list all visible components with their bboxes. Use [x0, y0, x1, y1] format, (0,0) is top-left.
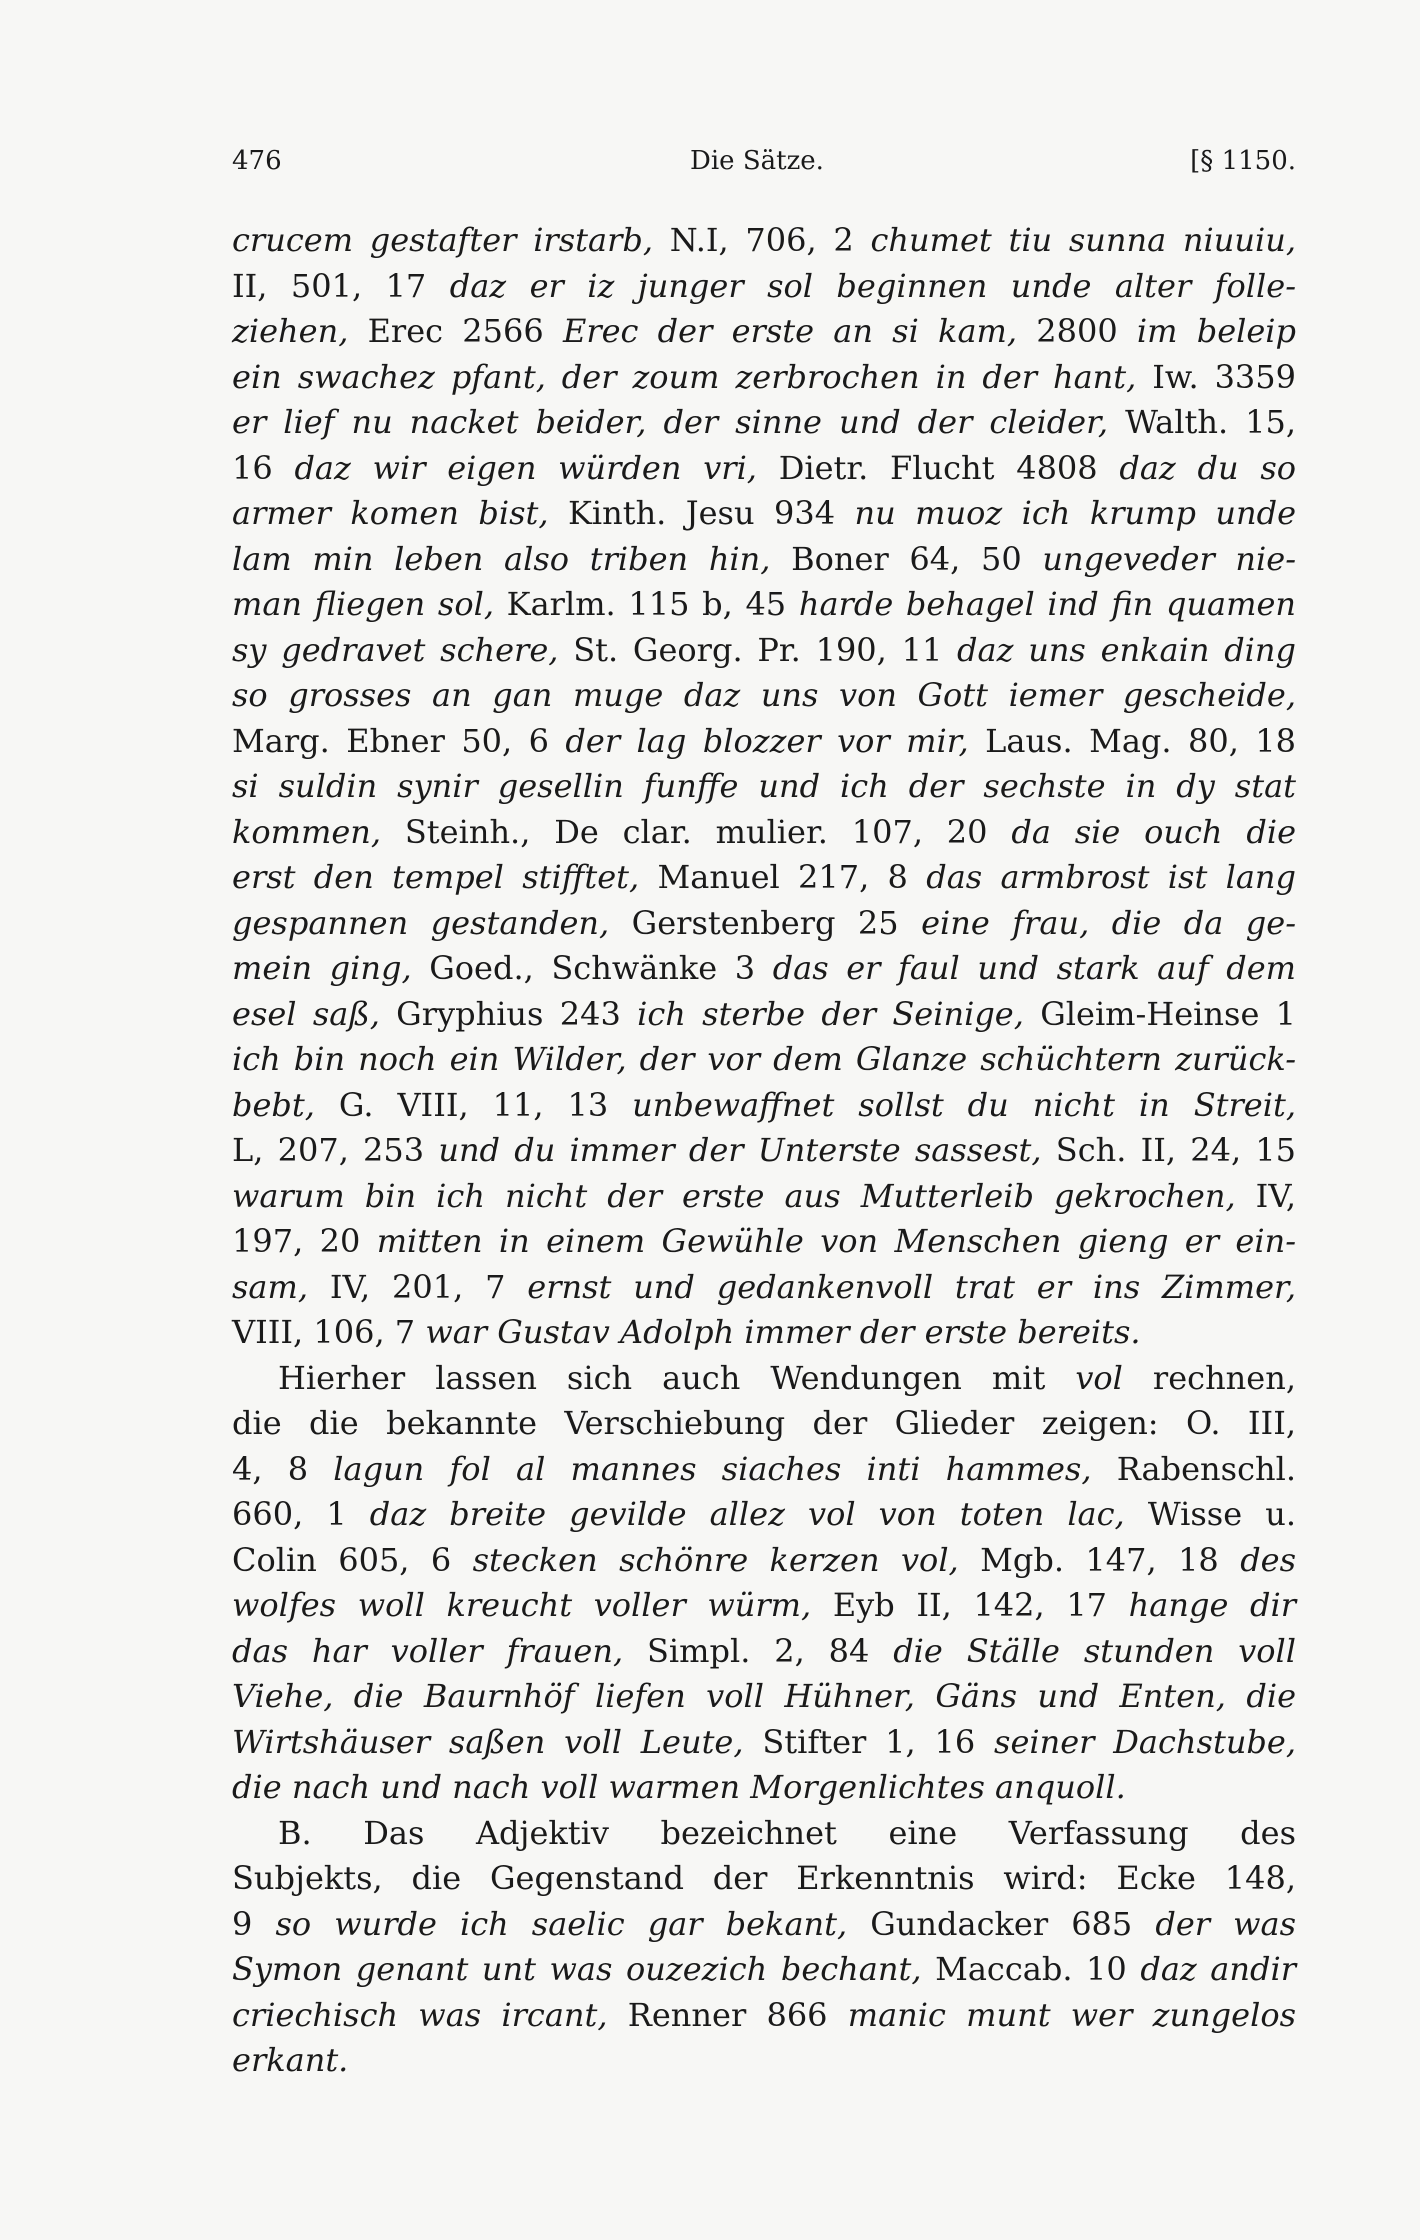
- text-line: [232, 2038, 1296, 2084]
- quoted-text: daz breite gevilde allez vol von toten lac,: [369, 1495, 1125, 1533]
- citation-text: Eyb II, 142, 17: [811, 1586, 1129, 1624]
- quoted-text: ungeveder nie-: [1042, 539, 1297, 578]
- text-line: [232, 810, 1296, 856]
- citation-text: VIII, 106, 7: [232, 1313, 426, 1351]
- citation-text: Mgb. 147, 18: [958, 1540, 1241, 1579]
- citation-text: Gundacker 685: [847, 1904, 1156, 1943]
- quoted-text: daz du so: [1119, 448, 1296, 487]
- quoted-text: daz wir eigen würden vri,: [294, 448, 757, 487]
- citation-text: Rabenschl.: [1091, 1449, 1297, 1488]
- quoted-text: des: [1240, 1540, 1297, 1579]
- text-line: [232, 1492, 1296, 1538]
- citation-text: Renner 866: [607, 1995, 848, 2034]
- citation-text: Marg. Ebner 50, 6: [232, 721, 566, 760]
- citation-text: Gryphius 243: [379, 994, 638, 1033]
- text-line: [232, 1674, 1296, 1720]
- citation-text: 660, 1: [232, 1495, 370, 1533]
- text-line: [232, 1447, 1296, 1493]
- text-line: [232, 1174, 1296, 1220]
- citation-text: 16: [232, 448, 295, 487]
- text-line: [232, 1993, 1296, 2039]
- quoted-text: warum bin ich nicht der erste aus Mutterleib gekrochen,: [232, 1176, 1236, 1215]
- quoted-text: Viehe, die Baurnhöf liefen voll Hühner, Gäns und Enten, die: [232, 1677, 1296, 1715]
- running-header: [232, 146, 1296, 186]
- quoted-text: im beleip: [1136, 312, 1297, 350]
- quoted-text: vol: [1075, 1358, 1123, 1397]
- citation-text: Erec 2566: [348, 312, 563, 350]
- citation-text: 2800: [1017, 312, 1137, 350]
- citation-text: Steinh., De clar. mulier. 107, 20: [381, 812, 1012, 851]
- citation-text: Dietr. Flucht 4808: [756, 448, 1120, 487]
- citation-text: St. Georg. Pr. 190, 11: [558, 630, 958, 669]
- text-line: [232, 1811, 1296, 1857]
- quoted-text: die Ställe stunden voll: [893, 1631, 1297, 1670]
- quoted-text: lam min leben also triben hin,: [232, 539, 771, 578]
- quoted-text: der lag blozzer vor mir,: [565, 721, 969, 760]
- quoted-text: mitten in einem Gewühle von Menschen gieng er ein-: [376, 1222, 1297, 1260]
- quoted-text: war Gustav Adolph immer der erste bereits.: [425, 1313, 1141, 1351]
- quoted-text: bebt,: [232, 1085, 315, 1124]
- text-line: [232, 537, 1296, 583]
- text-line: [232, 1128, 1296, 1174]
- citation-text: IV,: [1235, 1176, 1297, 1215]
- text-line: [232, 1401, 1296, 1447]
- citation-text: B. Das Adjektiv bezeichnet eine Verfassung des: [278, 1813, 1296, 1852]
- text-line: [232, 1765, 1296, 1811]
- quoted-text: armer komen bist,: [232, 494, 549, 532]
- quoted-text: der was: [1155, 1904, 1297, 1943]
- quoted-text: mein ging,: [232, 949, 412, 987]
- text-line: [232, 673, 1296, 719]
- quoted-text: si suldin synir gesellin funffe und ich der sechste in dy stat: [232, 767, 1296, 805]
- quoted-text: crucem gestafter irstarb,: [232, 221, 654, 259]
- citation-text: Gleim-Heinse 1: [1023, 994, 1297, 1033]
- quoted-text: daz er iz junger sol beginnen unde alter folle-: [449, 266, 1297, 305]
- citation-text: N.I, 706, 2: [653, 221, 871, 259]
- text-line: [232, 1083, 1296, 1129]
- quoted-text: unbewaffnet sollst du nicht in Streit,: [632, 1085, 1297, 1124]
- quoted-text: wolfes woll kreucht voller würm,: [232, 1586, 812, 1624]
- text-line: [232, 491, 1296, 537]
- quoted-text: da sie ouch die: [1011, 812, 1297, 851]
- text-line: [232, 855, 1296, 901]
- quoted-text: sy gedravet schere,: [232, 630, 559, 669]
- citation-text: Maccab. 10: [921, 1950, 1141, 1988]
- body-text: [232, 218, 1296, 2084]
- citation-text: Goed., Schwänke 3: [411, 949, 773, 987]
- quoted-text: das armbrost ist lang: [926, 858, 1297, 896]
- quoted-text: ich sterbe der Seinige,: [637, 994, 1024, 1033]
- quoted-text: so wurde ich saelic gar bekant,: [275, 1904, 848, 1943]
- text-line: [232, 1538, 1296, 1584]
- quoted-text: erkant.: [232, 2041, 349, 2079]
- citation-text: Iw. 3359: [1136, 357, 1297, 396]
- citation-text: 197, 20: [232, 1222, 377, 1260]
- citation-text: Laus. Mag. 80, 18: [968, 721, 1297, 760]
- text-line: [232, 1720, 1296, 1766]
- text-line: [232, 218, 1296, 264]
- page-number: 476: [232, 146, 282, 176]
- quoted-text: hange dir: [1128, 1586, 1297, 1624]
- text-line: [232, 764, 1296, 810]
- text-line: [232, 1856, 1296, 1902]
- text-line: [232, 355, 1296, 401]
- section-marker: [§ 1150.: [1190, 146, 1296, 176]
- quoted-text: so grosses an gan muge daz uns von Gott iemer gescheide,: [232, 676, 1296, 714]
- quoted-text: und du immer der Unterste sassest,: [438, 1131, 1042, 1169]
- text-line: [232, 1583, 1296, 1629]
- text-line: [232, 719, 1296, 765]
- quoted-text: seiner Dachstube,: [994, 1722, 1297, 1761]
- quoted-text: lagun fol al mannes siaches inti hammes,: [333, 1449, 1092, 1488]
- quoted-text: Wirtshäuser saßen voll Leute,: [232, 1722, 744, 1761]
- text-line: [232, 1265, 1296, 1311]
- text-line: [232, 582, 1296, 628]
- text-line: [232, 400, 1296, 446]
- quoted-text: stecken schönre kerzen vol,: [472, 1540, 959, 1579]
- citation-text: Simpl. 2, 84: [623, 1631, 894, 1670]
- citation-text: Colin 605, 6: [232, 1540, 473, 1579]
- quoted-text: sam,: [232, 1267, 309, 1306]
- citation-text: Kinth. Jesu 934: [548, 494, 855, 532]
- quoted-text: esel saß,: [232, 994, 380, 1033]
- citation-text: G. VIII, 11, 13: [314, 1085, 633, 1124]
- quoted-text: Symon genant unt was ouzezich bechant,: [232, 1950, 922, 1988]
- quoted-text: gespannen gestanden,: [232, 903, 610, 942]
- quoted-text: manic munt wer zungelos: [847, 1995, 1297, 2034]
- citation-text: die die bekannte Verschiebung der Glieder zeigen: O. III,: [232, 1404, 1296, 1442]
- citation-text: Wisse u.: [1124, 1495, 1297, 1533]
- citation-text: II, 501, 17: [232, 266, 450, 305]
- quoted-text: daz andir: [1140, 1950, 1297, 1988]
- text-line: [232, 1037, 1296, 1083]
- citation-text: Boner 64, 50: [770, 539, 1043, 578]
- text-line: [232, 628, 1296, 674]
- running-title: Die Sätze.: [690, 146, 824, 176]
- citation-text: 9: [232, 1904, 276, 1943]
- quoted-text: chumet tiu sunna niuuiu,: [870, 221, 1296, 259]
- quoted-text: ernst und gedankenvoll trat er ins Zimmer,: [527, 1267, 1297, 1306]
- citation-text: IV, 201, 7: [308, 1267, 528, 1306]
- text-line: [232, 1219, 1296, 1265]
- quoted-text: nu muoz ich krump unde: [854, 494, 1297, 532]
- text-line: [232, 309, 1296, 355]
- citation-text: L, 207, 253: [232, 1131, 439, 1169]
- quoted-text: man fliegen sol,: [232, 585, 495, 623]
- citation-text: Manuel 217, 8: [639, 858, 927, 896]
- citation-text: Sch. II, 24, 15: [1041, 1131, 1297, 1169]
- quoted-text: das er faul und stark auf dem: [772, 949, 1297, 987]
- quoted-text: Erec der erste an si kam,: [562, 312, 1018, 350]
- quoted-text: die nach und nach voll warmen Morgenlichtes anquoll.: [232, 1768, 1126, 1806]
- text-line: [232, 992, 1296, 1038]
- quoted-text: harde behagel ind fin quamen: [798, 585, 1297, 623]
- text-line: [232, 1310, 1296, 1356]
- quoted-text: eine frau, die da ge-: [921, 903, 1297, 942]
- quoted-text: ein swachez pfant, der zoum zerbrochen in der hant,: [232, 357, 1137, 396]
- text-line: [232, 1947, 1296, 1993]
- quoted-text: criechisch was ircant,: [232, 1995, 608, 2034]
- text-line: [232, 264, 1296, 310]
- text-line: [232, 1902, 1296, 1948]
- text-line: [232, 446, 1296, 492]
- citation-text: 4, 8: [232, 1449, 334, 1488]
- citation-text: Gerstenberg 25: [609, 903, 922, 942]
- citation-text: Karlm. 115 b, 45: [494, 585, 799, 623]
- text-line: [232, 1356, 1296, 1402]
- text-line: [232, 1629, 1296, 1675]
- citation-text: Subjekts, die Gegenstand der Erkenntnis wird: Ecke 148,: [232, 1859, 1296, 1897]
- quoted-text: erst den tempel stifftet,: [232, 858, 640, 896]
- citation-text: Stifter 1, 16: [743, 1722, 995, 1761]
- quoted-text: das har voller frauen,: [232, 1631, 624, 1670]
- text-line: [232, 946, 1296, 992]
- quoted-text: kommen,: [232, 812, 382, 851]
- text-line: [232, 901, 1296, 947]
- quoted-text: er lief nu nacket beider, der sinne und der cleider,: [232, 403, 1109, 441]
- quoted-text: ich bin noch ein Wilder, der vor dem Glanze schüchtern zurück-: [232, 1040, 1296, 1078]
- citation-text: Walth. 15,: [1108, 403, 1297, 441]
- citation-text: Hierher lassen sich auch Wendungen mit: [278, 1358, 1076, 1397]
- quoted-text: ziehen,: [232, 312, 349, 350]
- citation-text: rechnen,: [1122, 1358, 1296, 1397]
- quoted-text: daz uns enkain ding: [957, 630, 1297, 669]
